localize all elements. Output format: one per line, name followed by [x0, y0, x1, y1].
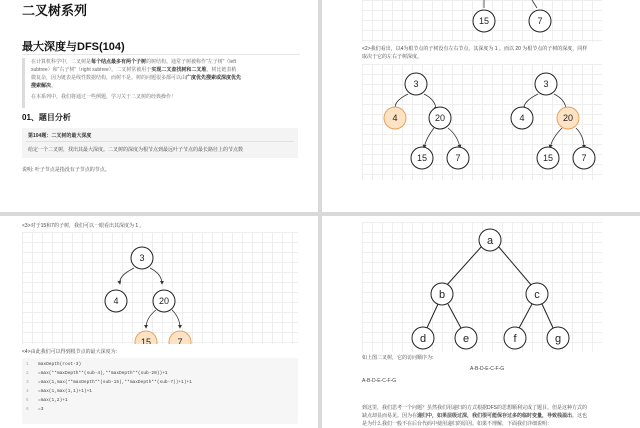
panel-article-intro [0, 0, 318, 212]
left-tree [384, 73, 469, 169]
tree-edge [532, 0, 537, 8]
problem-divider [26, 141, 294, 142]
panel-dfs-order [322, 216, 640, 428]
panel3-desc: <3>对于15和7的子树，我们可以一眼看出其深度为 1 。 [22, 223, 145, 229]
panel2-desc-line2: 取决于它的左右子树深度。 [362, 54, 423, 60]
problem-title: 第104题：二叉树的最大深度 [28, 133, 92, 139]
bottom-text: 。这也 [572, 413, 588, 419]
intro-emphasis: 实现二叉查找树和二叉堆 [151, 67, 207, 73]
intro-text: 。 [51, 83, 57, 89]
tree-edge [550, 128, 562, 148]
code-line: =max(1,2)+1 [38, 398, 68, 403]
line-number: 5 [26, 398, 29, 403]
dfs-order-centered: A-B-D-E-C-F-G [470, 366, 505, 372]
right-tree [511, 73, 595, 169]
dfs-tree-svg [362, 222, 602, 352]
tree-node-label: 7 [537, 16, 543, 26]
tree-node-label: c [534, 289, 540, 301]
series-title: 二叉树系列 [22, 3, 88, 18]
tree-edge [446, 246, 482, 286]
code-block [22, 358, 298, 424]
tree-edge [448, 304, 462, 330]
panel-leaf-depth [0, 216, 318, 428]
tree-node-label: 7 [581, 153, 587, 163]
twin-tree-svg [362, 64, 602, 180]
code-line: maxDepth(root-3) [38, 362, 82, 367]
tree-node-label: 3 [139, 253, 145, 263]
problem-box [22, 128, 298, 158]
section-heading: 01、题目分析 [22, 113, 71, 122]
tree-node-label: d [419, 333, 427, 345]
tree-edge [576, 128, 584, 148]
leaf-tree-diagram [22, 232, 298, 344]
leaf-tree-svg [22, 232, 298, 344]
tree-node-label: 20 [562, 113, 574, 123]
tree-edge [448, 128, 460, 148]
tree-edge [498, 246, 532, 286]
panel-subtree-depth [322, 0, 640, 212]
intro-emphasis: 广度优先搜索或深度优先 [186, 75, 242, 81]
tree-node-label: 4 [392, 113, 398, 123]
tree-node-label: 20 [434, 113, 446, 123]
intro-emphasis: 每个结点最多有两个子树 [91, 59, 147, 65]
tree-node-label: b [438, 289, 446, 301]
tree-node-label: 7 [455, 153, 461, 163]
tree-edge [424, 94, 436, 110]
bottom-text: 缺点却显而易见。因为在 [362, 413, 418, 419]
dfs-tree-diagram [362, 222, 602, 352]
tree-node-label: 3 [543, 79, 549, 89]
problem-note: 说明: 叶子节点是指没有子节点的节点。 [22, 167, 110, 173]
tree-edge [120, 268, 134, 284]
tree-node-label: 15 [140, 337, 152, 344]
tree-node-label: 15 [478, 16, 490, 26]
tree-node-label: e [462, 333, 470, 345]
top-tree-svg [362, 0, 602, 42]
tree-node-label: 4 [113, 296, 119, 306]
code-line: =max(**maxDepth**(sub-4),**maxDepth**(sub-20))+1 [38, 371, 168, 376]
intro-text: 在计算机科学中，二叉树是 [31, 59, 92, 65]
code-line: =3 [38, 407, 44, 412]
line-number: 6 [26, 407, 29, 412]
tree-node-label: 20 [158, 296, 170, 306]
tree-edge [424, 128, 434, 148]
line-number: 2 [26, 371, 29, 376]
bottom-emphasis: 递归中，如果层级过深，我们很可能保存过多的临时变量，导致栈溢出 [417, 413, 573, 419]
line-number: 3 [26, 380, 29, 385]
tree-node-label: 7 [177, 337, 183, 344]
twin-tree-diagram [362, 64, 602, 180]
panel4-bottom-line1: 到这里，我们思考一个问题？虽然我们用递归的方式根据DFS的思想顺利完成了题目。但是这种方式的 [362, 405, 588, 411]
tree-edge [150, 268, 162, 284]
dfs-order: A-B-D-E-C-F-G [362, 378, 397, 384]
intro-text: 。树比链表稍 [206, 67, 237, 73]
intro-text: subtree）和“右子树”（right subtree）。二叉树常被用于 [31, 67, 152, 73]
top-tree-fragment [362, 0, 602, 42]
tree-node-label: g [554, 333, 562, 345]
intro-text: 的树结构。通常子树被称作“左子树”（left [146, 59, 237, 65]
tree-node-label: a [486, 235, 494, 247]
tree-node-label: 4 [519, 113, 525, 123]
line-number: 1 [26, 362, 29, 367]
panel4-bottom-line2 [362, 412, 587, 419]
tree-node-label: 15 [416, 153, 428, 163]
tree-node-label: 3 [413, 79, 419, 89]
tree-node-label: 15 [542, 153, 554, 163]
panel2-desc-line1: <2>我们看出，以4为根节点的子树没有左右节点，其深度为 1 。而以 20 为根节点的子树的深度，同样 [362, 46, 588, 52]
tree-edge [518, 304, 532, 330]
article-title: 最大深度与DFS(104) [22, 41, 125, 53]
tree-node-label: f [513, 333, 517, 345]
problem-text: 给定一个二叉树，找出其最大深度。二叉树的深度为根节点到最远叶子节点的最长路径上的节点数 [28, 147, 244, 153]
code-line: =max(1,max(1,1)+1)+1 [38, 389, 93, 394]
panel4-desc: 如上图二叉树，它的访问顺序为: [362, 355, 434, 361]
title-divider [22, 54, 300, 55]
intro-emphasis: 搜索解决 [31, 83, 52, 89]
tree-edge [426, 304, 438, 330]
intro-quote [22, 58, 303, 108]
line-number: 4 [26, 389, 29, 394]
intro-text: 微复杂，因为链表是线性数据结构，而树不是。树的问题很多都可以由 [31, 75, 187, 81]
panel4-bottom-line3: 是为什么我们一般不在后台代码中使用递归的原因。如果不理解，下面我们详细说明： [362, 421, 553, 427]
panel3-desc2: <4>由此我们可以得到根节点的最大深度为: [22, 349, 118, 355]
tree-edge [172, 310, 180, 328]
tree-edge [542, 304, 554, 330]
intro-series-note: 在本系列中，我们将通过一些例题，学习关于二叉树的经典操作！ [31, 94, 177, 100]
code-line: =max(1,max(**maxDepth**(sub-15),**maxDepth**(sub-7))+1)+1 [38, 380, 192, 385]
tree-edge [146, 310, 156, 328]
